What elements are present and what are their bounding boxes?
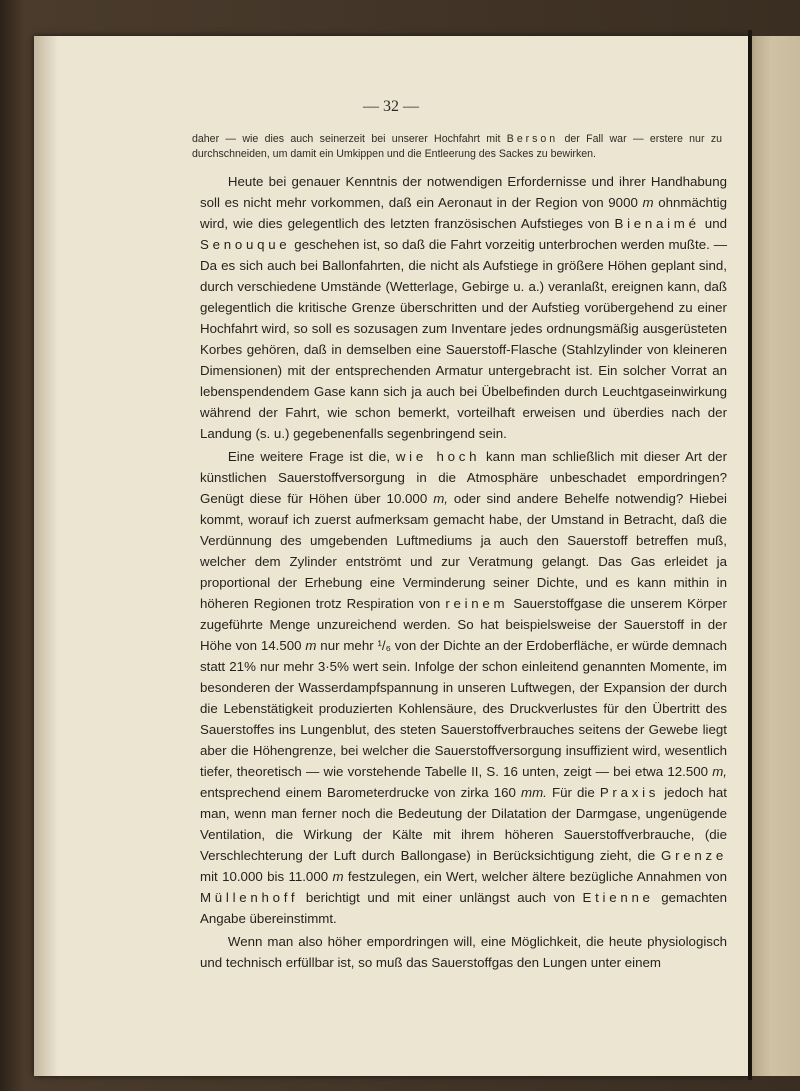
paragraph-1 (200, 171, 727, 444)
p2-text: mit 10.000 bis 11.000 (200, 869, 333, 884)
p2-text: Sauerstoffgase die unserem Körper zugeführte Menge unzureichend werden. So hat beispielsweise der Sauerstoff in der Höhe von 14.500 (200, 596, 727, 653)
p1-text: Heute bei genauer Kenntnis der notwendigen Erfordernisse und ihrer Handhabung soll es nicht mehr vorkommen, daß ein Aeronaut in der Region von 9000 (200, 174, 727, 210)
p2-emphasis: reinem (445, 596, 509, 611)
p2-emphasis: Grenze (661, 848, 727, 863)
p2-text: Eine weitere Frage ist die, (227, 449, 396, 464)
p2-unit: m (332, 869, 344, 884)
page-number: — 32 — (363, 98, 419, 115)
p1-text: ohnmächtig wird, wie dies gelegentlich des letzten französischen Aufstieges von (200, 195, 727, 231)
book-gutter (748, 30, 752, 1080)
p2-emphasis: wie hoch (395, 449, 481, 464)
p2-unit: m, (433, 491, 448, 506)
p2-text: nur mehr ¹/₆ von der Dichte an der Erdoberfläche, er würde demnach statt 21% nur mehr 3·5% wert sein. Infolge der schon einleitend genannten Momente, im besonderen der Wasserdampfspannung in unseren Luftwegen, der Expansion der durch die Lebenstätigkeit produzierten Kohlensäure, des Druckverlustes für den Übertritt des Sauerstoffes ins Lungenblut, des steten Sauerstoffverbrauches seitens der Gewebe liegt aber die Höhengrenze, bei welcher die Sauerstoffversorgung insuffizient wird, wesentlich tiefer, theoretisch — wie vorstehende Tabelle II, S. 16 unten, zeigt — bei etwa 12.500 (200, 638, 727, 779)
footnote-continuation (192, 132, 722, 162)
footnote-text-1: daher — wie dies auch seinerzeit bei unserer Hochfahrt mit (192, 133, 507, 145)
p1-name-senouque: Senouque (200, 237, 291, 252)
p2-text: oder sind andere Behelfe notwendig? Hiebei kommt, worauf ich zuerst aufmerksam gemacht habe, der Umstand in Betracht, daß die Verdünnung des umgebenden Luftmediums ja auch den Sauerstoff betreffen muß, welcher dem Zylinder entströmt und zur Veratmung gelangt. Das Gas erleidet ja proportional der Erhebung eine Verminderung seiner Dichte, und es kann mithin in höheren Regionen trotz Respiration von (200, 491, 727, 611)
footnote-text-2: der Fall war — erstere nur zu durchschneiden, um damit ein Umkippen und die Entleerung des Sackes zu bewirken. (192, 133, 723, 160)
p2-unit: mm. (521, 785, 547, 800)
p2-text: gemachten Angabe übereinstimmt. (200, 890, 727, 926)
p2-name-etienne: Etienne (582, 890, 654, 905)
p2-text: entsprechend einem Barometerdrucke von zirka 160 (200, 785, 522, 800)
p2-emphasis: Praxis (599, 785, 660, 800)
p2-name-muellenhoff: Müllenhoff (200, 890, 299, 905)
p2-unit: m (305, 638, 317, 653)
p3-text: Wenn man also höher empordringen will, eine Möglichkeit, die heute physiologisch und technisch erfüllbar ist, so muß das Sauerstoffgas den Lungen unter einem (200, 934, 727, 970)
p2-unit: m, (712, 764, 727, 779)
p2-text: Für die (546, 785, 600, 800)
p1-name-bienaime: Bienaimé (614, 216, 700, 231)
p2-text: jedoch hat man, wenn man ferner noch die Bedeutung der Dilatation der Darmgase, ungenügende Ventilation, die Wirkung der Kälte mit ihrem höheren Sauerstoffverbrauche, (die Verschlechterung der Luft durch Ballongase) in Berücksichtigung zieht, die (200, 785, 727, 863)
right-page-edge (752, 36, 800, 1076)
p2-text: berichtigt und mit einer unlängst auch von (298, 890, 583, 905)
footnote-name-berson: Berson (506, 133, 559, 145)
p2-text: kann man schließlich mit dieser Art der künstlichen Sauerstoffversorgung in die Atmosphäre unbeschadet empordringen? Genügt diese für Höhen über 10.000 (200, 449, 727, 506)
body-text (200, 168, 727, 973)
p1-unit: m (642, 195, 654, 210)
paragraph-2 (200, 446, 727, 929)
book-page (34, 36, 748, 1076)
p2-text: festzulegen, ein Wert, welcher ältere bezügliche Annahmen von (343, 869, 728, 884)
paragraph-3 (200, 931, 727, 973)
p1-text: geschehen ist, so daß die Fahrt vorzeitig unterbrochen werden mußte. — Da es sich auch bei Ballonfahrten, die nicht als Aufstiege in größere Höhen geplant sind, durch verschiedene Umstände (Wetterlage, Gebirge u. a.) veranlaßt, ereignen kann, daß gelegentlich die kritische Grenze überschritten und der Aufstieg vorübergehend zu einer Hochfahrt wird, so soll es sozusagen zum Inventare jedes ordnungsmäßig ausgerüsteten Korbes gehören, daß in demselben eine Sauerstoff-Flasche (Stahlzylinder von kleineren Dimensionen) mit der entsprechenden Armatur untergebracht ist. Ein solcher Vorrat an lebenspendendem Gase kann sich ja auch bei Übelbefinden durch Leuchtgaseinwirkung während der Fahrt, wie schon bemerkt, vorteilhaft erweisen und überdies nach der Landung (s. u.) gegebenenfalls segenbringend sein. (200, 237, 727, 441)
p1-text: und (699, 216, 727, 231)
